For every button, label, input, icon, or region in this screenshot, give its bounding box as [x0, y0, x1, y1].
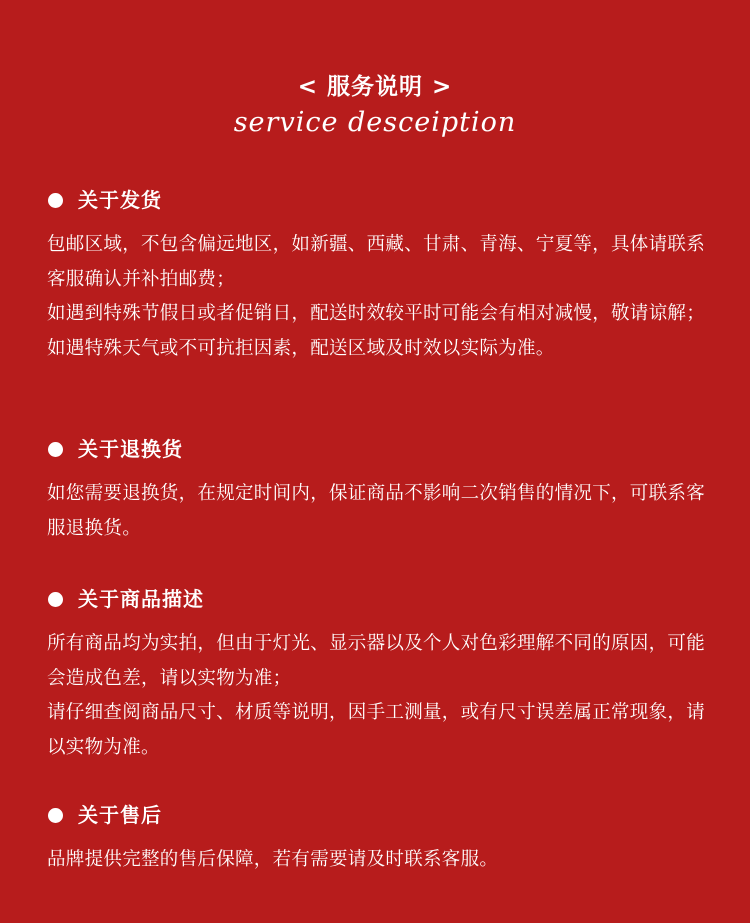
bullet-dot-icon: [48, 193, 63, 208]
section-paragraph: 请仔细查阅商品尺寸、材质等说明，因手工测量，或有尺寸误差属正常现象，请以实物为准。: [47, 702, 706, 758]
section-product-description: [47, 584, 707, 765]
section-paragraph: 如遇到特殊节假日或者促销日，配送时效较平时可能会有相对减慢，敬请谅解；: [47, 303, 706, 324]
section-body: [47, 477, 707, 546]
section-returns: [47, 434, 707, 546]
section-header: [47, 584, 707, 614]
section-paragraph: 包邮区域，不包含偏远地区，如新疆、西藏、甘肃、青海、宁夏等，具体请联系客服确认并补拍邮费；: [47, 234, 706, 290]
section-heading: 关于退换货: [78, 437, 183, 461]
page-subtitle: service desceiption: [233, 107, 517, 138]
section-header: [47, 185, 707, 215]
section-header: [47, 800, 707, 830]
section-after-sales: [47, 800, 707, 878]
section-shipping: [47, 185, 707, 366]
section-paragraph: 所有商品均为实拍，但由于灯光、显示器以及个人对色彩理解不同的原因，可能会造成色差，请以实物为准；: [47, 633, 706, 689]
section-paragraph: 如您需要退换货，在规定时间内，保证商品不影响二次销售的情况下，可联系客服退换货。: [47, 483, 706, 539]
section-body: [47, 627, 707, 765]
bullet-dot-icon: [48, 808, 63, 823]
bullet-dot-icon: [48, 592, 63, 607]
section-heading: 关于商品描述: [78, 587, 204, 611]
section-paragraph: 品牌提供完整的售后保障，若有需要请及时联系客服。: [47, 849, 499, 870]
section-body: [47, 228, 707, 366]
title-block: [0, 70, 750, 140]
bullet-dot-icon: [48, 442, 63, 457]
section-paragraph: 如遇特殊天气或不可抗拒因素，配送区域及时效以实际为准。: [47, 337, 555, 359]
section-body: [47, 843, 707, 878]
section-heading: 关于发货: [78, 188, 162, 212]
section-heading: 关于售后: [78, 803, 162, 827]
page-title: < 服务说明 >: [297, 74, 453, 100]
section-header: [47, 434, 707, 464]
